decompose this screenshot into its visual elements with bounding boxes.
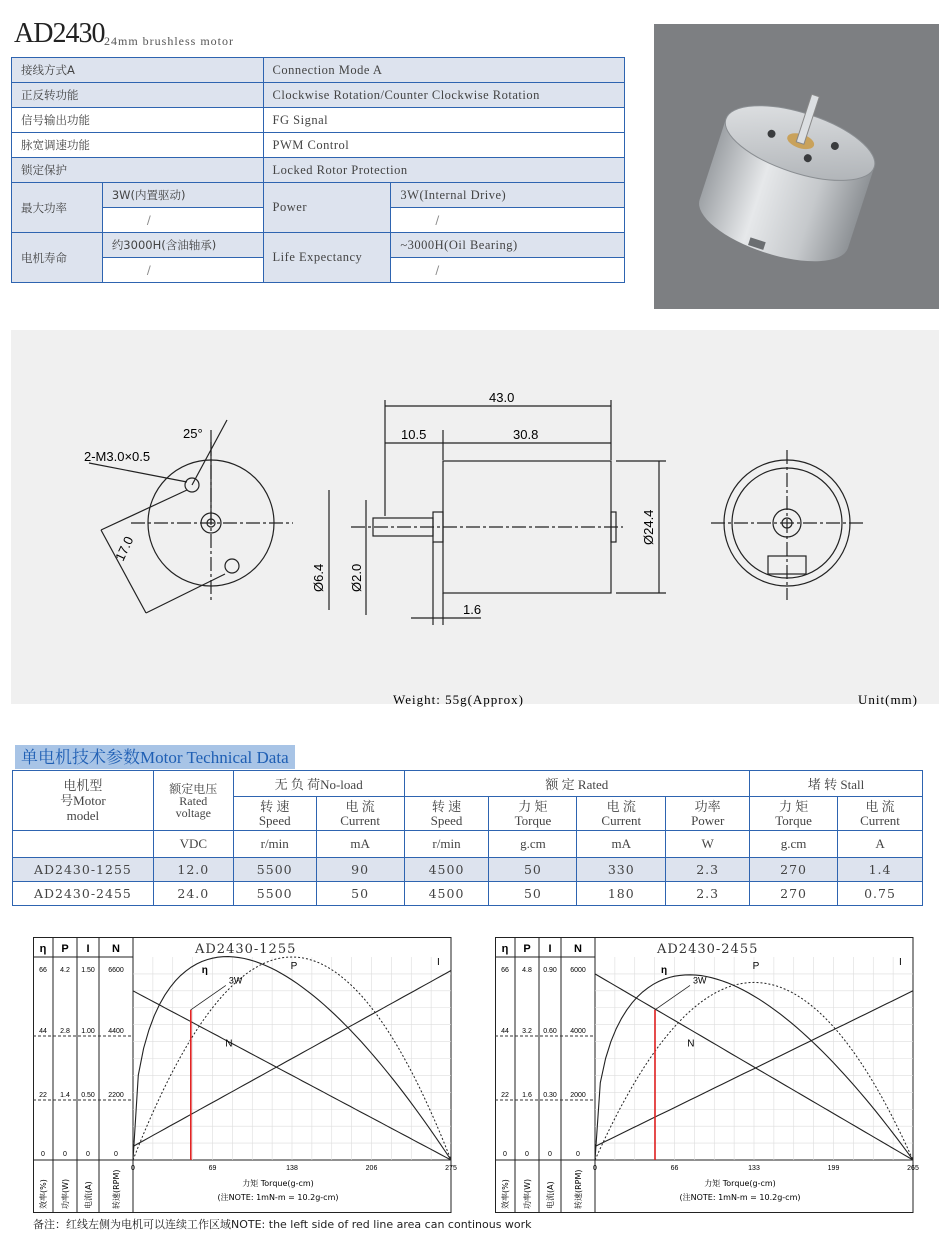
life-cn-value: 约3000H(含油轴承) <box>102 233 263 258</box>
cell: 270 <box>750 882 838 906</box>
unit-cell: W <box>666 831 750 858</box>
sub-header: 力 矩 Torque <box>489 797 577 831</box>
tick-label: 66 <box>501 967 509 974</box>
power-en-value: 3W(Internal Drive) <box>391 183 625 208</box>
tick-label: 4.2 <box>60 967 70 974</box>
feature-row <box>12 133 625 158</box>
tick-label: 22 <box>501 1092 509 1099</box>
tick-label: 0.60 <box>543 1028 557 1035</box>
len-body: 30.8 <box>513 427 539 442</box>
unit-cell: A <box>838 831 923 858</box>
x-axis-note: (注NOTE: 1mN-m = 10.2g-cm) <box>679 1193 801 1202</box>
cell: 270 <box>750 858 838 882</box>
y-axis-label: 功率(W) <box>61 1178 70 1209</box>
x-axis-label: 力矩 Torque(g-cm) <box>704 1179 776 1188</box>
label-i: I <box>437 957 440 969</box>
sub-header: 电 流 Current <box>577 797 666 831</box>
unit-cell: VDC <box>153 831 233 858</box>
column-header: P <box>61 943 69 955</box>
x-axis-label: 力矩 Torque(g-cm) <box>242 1179 314 1188</box>
feature-row <box>12 58 625 83</box>
feature-cn: 正反转功能 <box>12 83 264 108</box>
label-i: I <box>899 957 902 969</box>
unit-cell: r/min <box>404 831 489 858</box>
power-en-label: Power <box>263 183 391 233</box>
feature-cn: 锁定保护 <box>12 158 264 183</box>
model-title: AD2430 <box>14 18 105 49</box>
tick-label: 0 <box>41 1151 45 1158</box>
tick-label: 0.50 <box>81 1092 95 1099</box>
power-row <box>12 183 625 208</box>
life-cn-label: 电机寿命 <box>12 233 103 283</box>
units-spacer <box>13 831 154 858</box>
cell: 330 <box>577 858 666 882</box>
life-en-label: Life Expectancy <box>263 233 391 283</box>
cell: 0.75 <box>838 882 923 906</box>
cell: 4500 <box>404 882 489 906</box>
tick-label: 0.90 <box>543 967 557 974</box>
cell: 50 <box>316 882 404 906</box>
y-axis-label: 转速(RPM) <box>112 1169 121 1209</box>
y-axis-label: 转速(RPM) <box>574 1169 583 1209</box>
limit-label: 3W <box>228 975 243 986</box>
noload-header: 无 负 荷No-load <box>233 771 404 797</box>
chart-title: AD2430-2455 <box>657 942 759 957</box>
life-cn-value2: / <box>102 258 263 283</box>
tick-label: 0 <box>525 1151 529 1158</box>
limit-label: 3W <box>693 975 707 986</box>
column-header: η <box>39 943 47 955</box>
motor-image <box>654 24 939 309</box>
y-axis-label: 功率(W) <box>523 1178 532 1209</box>
tick-label: 0 <box>503 1151 507 1158</box>
chart-title: AD2430-1255 <box>195 942 297 957</box>
x-tick-label: 69 <box>208 1165 217 1172</box>
feature-cn: 脉宽调速功能 <box>12 133 264 158</box>
label-n: N <box>225 1038 233 1050</box>
life-en-value2: / <box>391 258 625 283</box>
table-row <box>13 882 923 906</box>
tick-label: 1.4 <box>60 1092 70 1099</box>
dia-boss: Ø6.4 <box>311 563 326 592</box>
y-axis-label: 效率(%) <box>39 1179 48 1209</box>
table-row <box>13 858 923 882</box>
tick-label: 4400 <box>108 1028 124 1035</box>
cell: 90 <box>316 858 404 882</box>
unit-cell: mA <box>577 831 666 858</box>
len-total: 43.0 <box>489 390 515 405</box>
tick-label: 2000 <box>570 1092 586 1099</box>
x-tick-label: 133 <box>748 1165 760 1172</box>
label-eta: η <box>661 965 668 977</box>
tick-label: 0 <box>576 1151 580 1158</box>
sub-header: 电 流 Current <box>838 797 923 831</box>
label-p: P <box>290 961 298 973</box>
feature-en: Clockwise Rotation/Counter Clockwise Rotation <box>263 83 624 108</box>
performance-chart-2455 <box>495 937 919 1213</box>
y-axis-label: 效率(%) <box>501 1179 510 1209</box>
column-header: I <box>86 943 90 955</box>
feature-row <box>12 83 625 108</box>
cell: 5500 <box>233 882 316 906</box>
cell: AD2430-2455 <box>13 882 154 906</box>
life-row <box>12 233 625 258</box>
len-step: 1.6 <box>463 602 482 617</box>
sub-header: 电 流 Current <box>316 797 404 831</box>
footnote: 备注：红线左侧为电机可以连续工作区域NOTE: the left side of red line area can continous work <box>33 1218 532 1231</box>
label-n: N <box>687 1038 695 1050</box>
power-cn-value: 3W(内置驱动) <box>102 183 263 208</box>
column-header: η <box>501 943 509 955</box>
performance-chart-1255 <box>33 937 457 1213</box>
unit-cell: mA <box>316 831 404 858</box>
tick-label: 3.2 <box>522 1028 532 1035</box>
feature-cn: 信号输出功能 <box>12 108 264 133</box>
sub-header: 功率 Power <box>666 797 750 831</box>
tick-label: 0 <box>63 1151 67 1158</box>
model-label: 电机型 号Motor model <box>13 771 154 831</box>
cell: 5500 <box>233 858 316 882</box>
feature-en: Connection Mode A <box>263 58 624 83</box>
cell: 180 <box>577 882 666 906</box>
dia-body: Ø24.4 <box>641 509 656 545</box>
cell: 1.4 <box>838 858 923 882</box>
feature-en: Locked Rotor Protection <box>263 158 624 183</box>
life-en-value: ~3000H(Oil Bearing) <box>391 233 625 258</box>
front-holes: 2-M3.0×0.5 <box>84 449 151 464</box>
rated-header: 额 定 Rated <box>404 771 750 797</box>
tick-label: 4000 <box>570 1028 586 1035</box>
x-tick-label: 138 <box>286 1165 298 1172</box>
feature-en: PWM Control <box>263 133 624 158</box>
x-tick-label: 66 <box>670 1165 679 1172</box>
column-header: N <box>574 943 582 955</box>
tick-label: 6000 <box>570 967 586 974</box>
tick-label: 22 <box>39 1092 47 1099</box>
tick-label: 2200 <box>108 1092 124 1099</box>
len-shaft: 10.5 <box>401 427 427 442</box>
feature-cn: 接线方式A <box>12 58 264 83</box>
drawing-svg <box>11 330 939 707</box>
label-p: P <box>752 961 760 973</box>
tick-label: 6600 <box>108 967 124 974</box>
tick-label: 0 <box>86 1151 90 1158</box>
x-tick-label: 275 <box>445 1165 457 1172</box>
sub-header: 转 速 Speed <box>404 797 489 831</box>
spec-table <box>12 770 923 906</box>
x-axis-note: (注NOTE: 1mN-m = 10.2g-cm) <box>217 1193 339 1202</box>
tick-label: 66 <box>39 967 47 974</box>
feature-row <box>12 108 625 133</box>
x-tick-label: 265 <box>907 1165 919 1172</box>
units-row <box>13 831 923 858</box>
cell: 4500 <box>404 858 489 882</box>
cell: 50 <box>489 858 577 882</box>
power-cn-value2: / <box>102 208 263 233</box>
tick-label: 0 <box>114 1151 118 1158</box>
weight-label: Weight: 55g(Approx) <box>393 692 524 707</box>
tick-label: 0.30 <box>543 1092 557 1099</box>
cell: AD2430-1255 <box>13 858 154 882</box>
cell: 2.3 <box>666 882 750 906</box>
y-axis-label: 电流(A) <box>546 1181 555 1209</box>
tick-label: 1.00 <box>81 1028 95 1035</box>
motor-photo <box>654 24 939 309</box>
feature-row <box>12 158 625 183</box>
cell: 24.0 <box>153 882 233 906</box>
front-pcd: 17.0 <box>112 533 137 564</box>
sub-header: 转 速 Speed <box>233 797 316 831</box>
cell: 2.3 <box>666 858 750 882</box>
spec-header-1 <box>13 771 923 797</box>
column-header: N <box>112 943 120 955</box>
front-angle: 25° <box>183 426 203 441</box>
label-eta: η <box>201 965 208 977</box>
model-subtitle: 24mm brushless motor <box>104 34 234 48</box>
feature-en: FG Signal <box>263 108 624 133</box>
column-header: P <box>523 943 531 955</box>
spec-title: 单电机技术参数Motor Technical Data <box>15 745 295 769</box>
tick-label: 1.50 <box>81 967 95 974</box>
tick-label: 1.6 <box>522 1092 532 1099</box>
dimension-drawing <box>11 330 939 707</box>
cell: 50 <box>489 882 577 906</box>
sub-header: 力 矩 Torque <box>750 797 838 831</box>
tick-label: 2.8 <box>60 1028 70 1035</box>
power-en-value2: / <box>391 208 625 233</box>
unit-label: Unit(mm) <box>858 692 918 707</box>
column-header: I <box>548 943 552 955</box>
x-tick-label: 0 <box>131 1165 135 1172</box>
tick-label: 4.8 <box>522 967 532 974</box>
x-tick-label: 199 <box>827 1165 840 1172</box>
power-cn-label: 最大功率 <box>12 183 103 233</box>
unit-cell: r/min <box>233 831 316 858</box>
voltage-label: 额定电压 Rated voltage <box>153 771 233 831</box>
unit-cell: g.cm <box>489 831 577 858</box>
tick-label: 44 <box>39 1028 47 1035</box>
cell: 12.0 <box>153 858 233 882</box>
x-tick-label: 0 <box>593 1165 597 1172</box>
tick-label: 44 <box>501 1028 509 1035</box>
unit-cell: g.cm <box>750 831 838 858</box>
feature-table <box>11 57 625 283</box>
stall-header: 堵 转 Stall <box>750 771 923 797</box>
dia-shaft: Ø2.0 <box>349 563 364 592</box>
y-axis-label: 电流(A) <box>84 1181 93 1209</box>
x-tick-label: 206 <box>365 1165 378 1172</box>
tick-label: 0 <box>548 1151 552 1158</box>
